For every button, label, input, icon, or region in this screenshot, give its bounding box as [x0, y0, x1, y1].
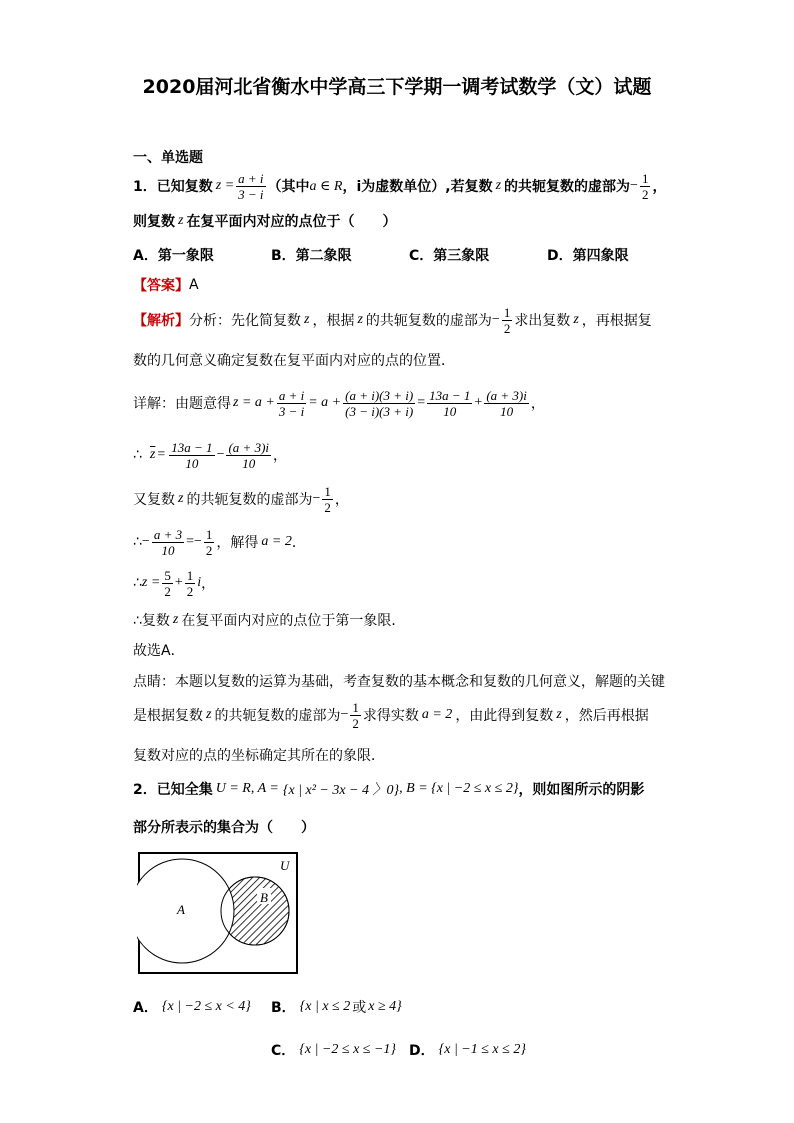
q2-suffix: ，则如图所示的阴影 — [518, 782, 645, 798]
step5-comma: ， — [201, 576, 216, 592]
comment2-half-den: 2 — [352, 715, 359, 731]
step4-a: a = 2 — [261, 534, 292, 549]
analysis-z-2: z — [357, 312, 363, 327]
analysis-tag: 【解析】 — [133, 313, 189, 329]
detail-frac-4 — [484, 388, 529, 419]
comment-line-1: 点睛：本题以复数的运算为基础，考查复数的基本概念和复数的几何意义，解题的关键 — [133, 674, 665, 690]
step3-text-b: 的共轭复数的虚部为 — [186, 492, 313, 508]
q1-z: z — [495, 178, 502, 193]
q1-z-eq: z = — [215, 178, 235, 193]
zbar-f1-den: 10 — [185, 455, 199, 471]
comment2-a: 是根据复数 — [133, 708, 203, 724]
q2-set-u: U = R, A = — [215, 781, 279, 796]
q2-opt-a-label: A． — [133, 1000, 158, 1016]
zbar-therefore: ∴ — [133, 447, 142, 463]
step4-frac — [152, 527, 184, 558]
question-1-stem-line2 — [133, 211, 396, 231]
venn-label-b: B — [260, 890, 268, 905]
analysis-minus: − — [491, 312, 500, 327]
step-3-line — [133, 479, 349, 519]
q1-line2-z: z — [178, 213, 184, 228]
comment2-z-2: z — [556, 707, 562, 722]
step5-plus: + — [174, 575, 183, 590]
analysis-text-4: 求出复数 — [514, 313, 571, 329]
detail-plus: + — [474, 395, 483, 410]
step5-z: z = — [141, 575, 161, 590]
step6-z: z — [172, 612, 179, 627]
q1-half-num: 1 — [641, 170, 649, 186]
q1-line2: 则复数 — [133, 214, 175, 230]
comment2-z-1: z — [206, 707, 212, 722]
step5-frac-1 — [162, 568, 173, 599]
step3-half-den: 2 — [324, 499, 331, 515]
q2-opt-c-value: {x | −2 ≤ x ≤ −1} — [299, 1042, 397, 1057]
q1-analysis-line1 — [133, 300, 652, 340]
analysis-z-1: z — [304, 312, 310, 327]
step3-half-num: 1 — [324, 483, 331, 499]
q1-fraction — [236, 171, 265, 202]
q2-opt-d-value: {x | −1 ≤ x ≤ 2} — [438, 1042, 526, 1057]
comment-line-2 — [133, 695, 649, 735]
analysis-line-2: 数的几何意义确定复数在复平面内对应的点的位置． — [133, 353, 455, 369]
q1-option-b: B．第二象限 — [271, 248, 352, 264]
question-2-line2: 部分所表示的集合为（ ） — [133, 820, 315, 836]
choose-line: 故选A． — [133, 643, 185, 659]
detail-eq-3: = — [417, 395, 426, 410]
zbar-frac-2 — [226, 440, 271, 471]
detail-f1-num: a + i — [278, 387, 305, 403]
set-a-circle — [137, 859, 234, 963]
analysis-half-den: 2 — [503, 320, 511, 336]
q1-cond2: ，i为虚数单位）,若复数 — [342, 179, 493, 195]
step6-text-b: 在复平面内对应的点位于第一象限． — [181, 613, 406, 629]
step3-half — [322, 484, 333, 515]
step5-f1-den: 2 — [164, 583, 171, 599]
step4-minus: − — [141, 534, 150, 549]
zbar-comma: ， — [273, 448, 288, 464]
step6-text-a: ∴复数 — [133, 613, 170, 629]
step-6-line — [133, 610, 405, 630]
step4-therefore: ∴ — [133, 534, 142, 550]
analysis-half — [502, 305, 513, 336]
detail-f4-den: 10 — [500, 403, 514, 419]
step4-half — [204, 527, 215, 558]
q1-answer-line — [133, 275, 199, 295]
zbar-minus: − — [216, 447, 225, 462]
analysis-text-5: ，再根据复 — [581, 313, 652, 329]
detail-frac-3 — [427, 388, 472, 419]
q1-cond-math: a ∈ R — [309, 178, 343, 194]
zbar-f2-den: 10 — [242, 455, 256, 471]
step3-z: z — [178, 491, 184, 506]
step4-half-num: 1 — [205, 526, 213, 542]
q1-option-d: D．第四象限 — [547, 248, 629, 264]
step3-text-a: 又复数 — [133, 492, 175, 508]
q2-opt-b-value: {x | x ≤ 2 — [299, 999, 351, 1014]
comment2-b: 的共轭复数的虚部为 — [214, 708, 341, 724]
step5-i: i — [197, 575, 202, 590]
zbar-symbol: $\overline{z}$ — [149, 447, 156, 462]
q1-minus: − — [630, 178, 638, 193]
q1-cond3: 的共轭复数的虚部为 — [504, 179, 631, 195]
q1-option-a: A．第一象限 — [133, 248, 214, 264]
venn-diagram — [137, 851, 299, 976]
analysis-half-num: 1 — [503, 304, 511, 320]
step4-eq: = — [186, 534, 195, 549]
q2-option-a — [133, 997, 251, 1017]
zbar-frac-1 — [169, 440, 214, 471]
q2-opt-a-value: {x | −2 ≤ x < 4} — [161, 999, 251, 1014]
answer-tag: 【答案】 — [133, 278, 189, 294]
q2-prefix: 2．已知全集 — [133, 782, 213, 798]
analysis-z-3: z — [573, 312, 579, 327]
step5-therefore: ∴ — [133, 575, 142, 591]
venn-label-u: U — [280, 858, 290, 873]
question-2-stem — [133, 779, 644, 799]
step5-f2-den: 2 — [186, 583, 194, 599]
venn-label-a: A — [177, 902, 185, 917]
q2-option-d — [409, 1040, 526, 1060]
detail-frac-2 — [343, 388, 415, 419]
step4-rest: ，解得 — [216, 535, 259, 551]
q2-set-b: , B = {x | −2 ≤ x ≤ 2} — [399, 781, 519, 796]
q1-prefix: 1．已知复数 — [133, 179, 213, 195]
detail-label: 详解：由题意得 — [133, 396, 231, 412]
comment2-half-num: 1 — [352, 699, 359, 715]
q2-option-b — [271, 997, 402, 1017]
q1-frac-den: 3 − i — [238, 186, 264, 202]
q2-option-c — [271, 1040, 396, 1060]
detail-f2-num: (a + i)(3 + i) — [345, 387, 414, 403]
q1-frac-num: a + i — [238, 170, 264, 186]
q2-opt-c-label: C． — [271, 1043, 296, 1059]
q1-cond1: （其中 — [267, 179, 310, 195]
analysis-text-1: 分析：先化简复数 — [189, 313, 301, 329]
zbar-f2-num: (a + 3)i — [228, 439, 270, 455]
comment2-half — [350, 700, 361, 731]
detail-math-1: z = a + — [233, 395, 275, 410]
q2-set-a: {x | x² − 3x − 4 〉0} — [282, 783, 400, 798]
detail-f2-den: (3 − i)(3 + i) — [345, 403, 414, 419]
detail-eq-2: = a + — [308, 395, 342, 410]
comment2-e: ，然后再根据 — [564, 708, 649, 724]
q2-opt-b-label: B． — [271, 1000, 296, 1016]
step4-num: a + 3 — [153, 526, 183, 542]
step-5-line — [133, 563, 215, 603]
step3-comma: ， — [334, 492, 349, 508]
step4-half-den: 2 — [205, 542, 213, 558]
zbar-f1-num: 13a − 1 — [171, 439, 213, 455]
step-4-line — [133, 522, 306, 562]
step5-f2-num: 1 — [186, 567, 194, 583]
q1-half — [640, 171, 651, 202]
analysis-text-3: 的共轭复数的虚部为 — [365, 313, 492, 329]
detail-f3-den: 10 — [443, 403, 457, 419]
q2-opt-b-or: 或 — [352, 1000, 367, 1016]
section-heading: 一、单选题 — [133, 150, 203, 166]
page-title: 2020届河北省衡水中学高三下学期一调考试数学（文）试题 — [142, 76, 652, 98]
comment2-minus: − — [340, 707, 349, 722]
detail-f3-num: 13a − 1 — [429, 387, 471, 403]
q1-line2b: 在复平面内对应的点位于（ ） — [186, 214, 397, 230]
q1-half-den: 2 — [641, 186, 649, 202]
step4-den: 10 — [161, 542, 175, 558]
detail-comma: ， — [530, 396, 545, 412]
comment2-c: 求得实数 — [362, 708, 419, 724]
step5-f1-num: 5 — [164, 567, 171, 583]
comment2-d: ，由此得到复数 — [455, 708, 554, 724]
detail-f1-den: 3 − i — [278, 403, 305, 419]
detail-line — [133, 383, 545, 423]
analysis-text-2: ，根据 — [312, 313, 355, 329]
question-1-stem — [133, 166, 666, 206]
detail-frac-1 — [277, 388, 306, 419]
zbar-eq: = — [157, 447, 166, 462]
detail-f4-num: (a + 3)i — [486, 387, 527, 403]
step4-minus-2: − — [194, 534, 202, 549]
step3-minus: − — [312, 491, 321, 506]
q2-opt-b-value-2: x ≥ 4} — [368, 999, 402, 1014]
q1-option-c: C．第三象限 — [409, 248, 490, 264]
answer-value: A — [189, 277, 199, 293]
q1-comma: ， — [652, 179, 667, 195]
step5-frac-2 — [185, 568, 196, 599]
zbar-line — [133, 435, 287, 475]
comment-line-3: 复数对应的点的坐标确定其所在的象限． — [133, 748, 385, 764]
q2-opt-d-label: D． — [409, 1043, 435, 1059]
comment2-a-eq: a = 2 — [421, 707, 453, 722]
step4-end: ． — [291, 535, 306, 551]
